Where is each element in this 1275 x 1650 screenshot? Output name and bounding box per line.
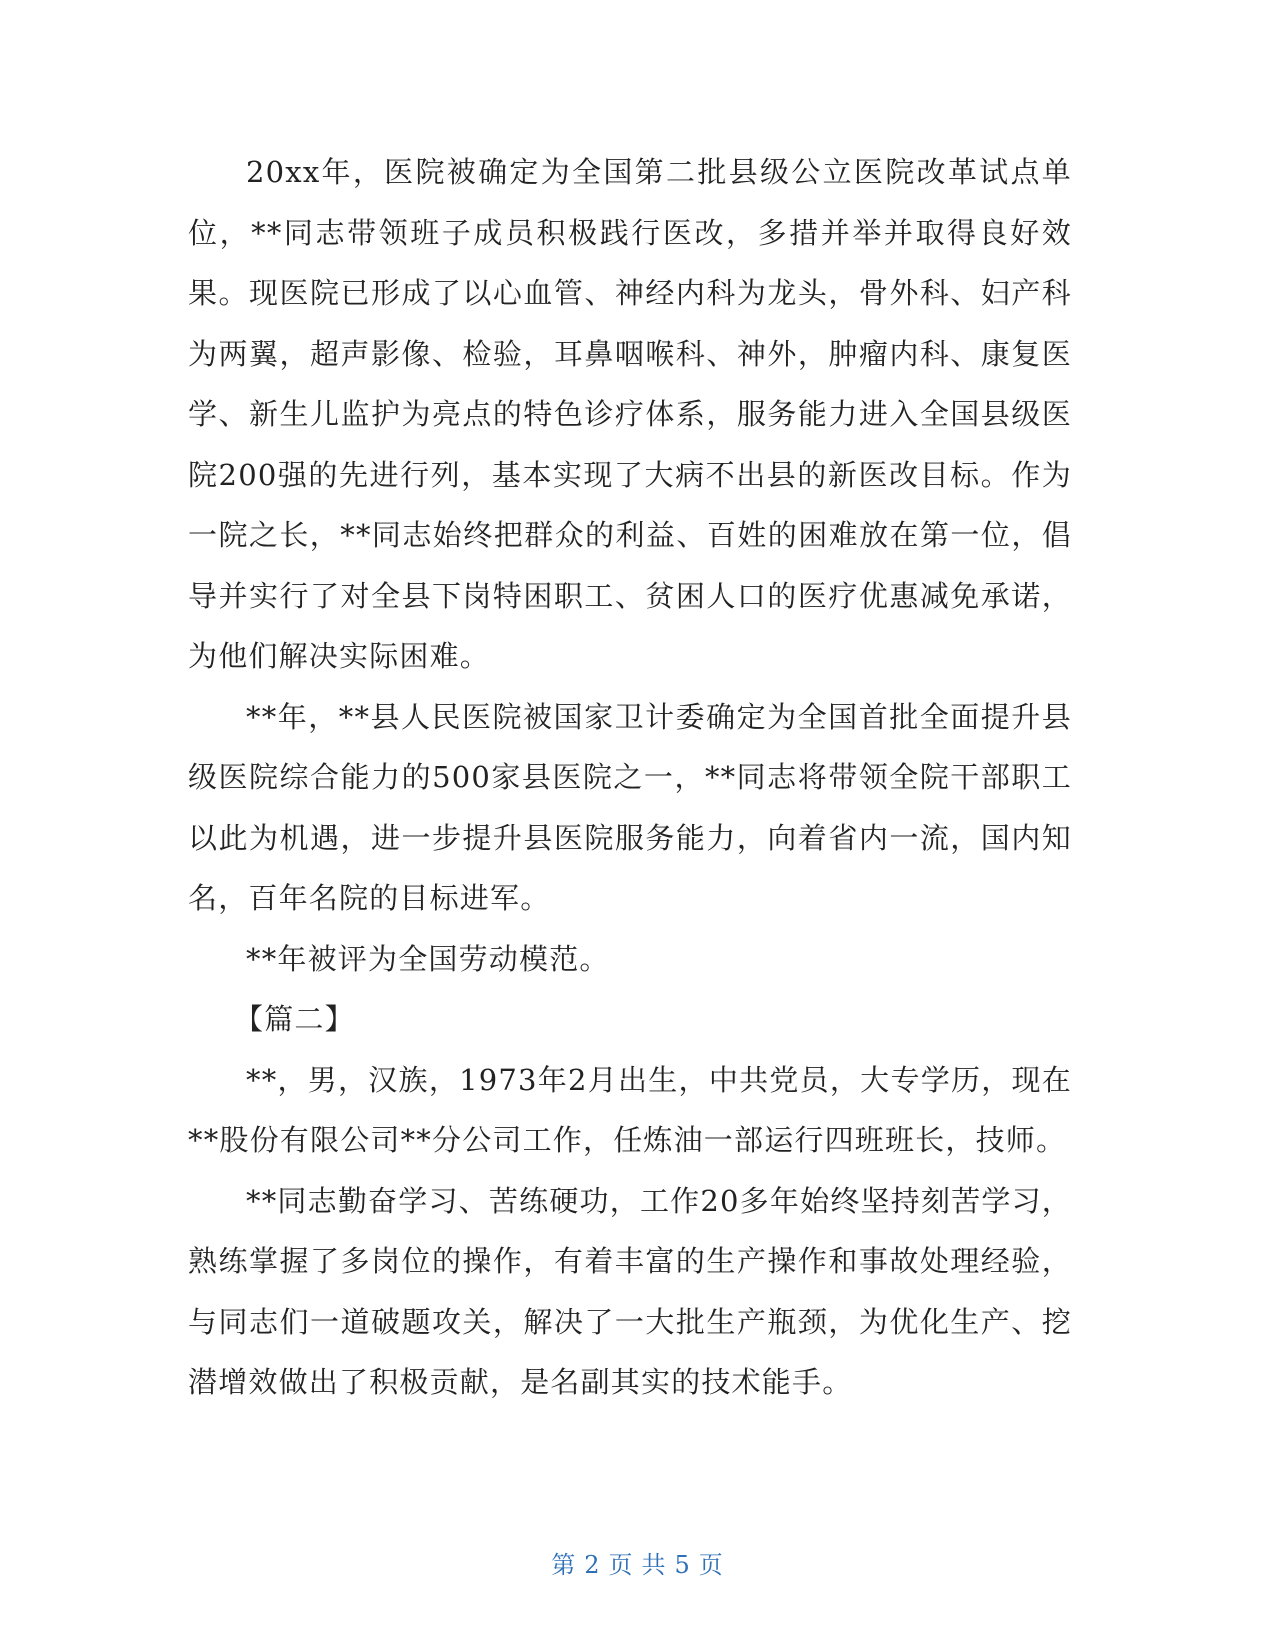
footer-current-page: 2	[584, 1551, 601, 1579]
footer-total-pages: 5	[674, 1551, 691, 1579]
section-heading-part-two: 【篇二】	[234, 1002, 355, 1036]
paragraph-hospital-reform: 20xx年，医院被确定为全国第二批县级公立医院改革试点单位，**同志带领班子成员积极践行医改，多措并举并取得良好效果。现医院已形成了以心血管、神经内科为龙头，骨外科、妇产科为两翼，超声影像、检验，耳鼻咽喉科、神外，肿瘤内科、康复医学、新生儿监护为亮点的特色诊疗体系，服务能力进入全国县级医院200强的先进行列，基本实现了大病不出县的新医改目标。作为一院之长，**同志始终把群众的利益、百姓的困难放在第一位，倡导并实行了对全县下岗特困职工、贫困人口的医疗优惠减免承诺，为他们解决实际困难。	[188, 155, 1072, 673]
footer-prefix: 第	[551, 1551, 577, 1579]
paragraph-technical-expert: **同志勤奋学习、苦练硬功，工作20多年始终坚持刻苦学习，熟练掌握了多岗位的操作，有着丰富的生产操作和事故处理经验，与同志们一道破题攻关，解决了一大批生产瓶颈，为优化生产、挖潜增效做出了积极贡献，是名副其实的技术能手。	[188, 1183, 1072, 1399]
document-body	[188, 142, 1072, 1413]
paragraph-county-hospital: **年，**县人民医院被国家卫计委确定为全国首批全面提升县级医院综合能力的500家县医院之一，**同志将带领全院干部职工以此为机遇，进一步提升县医院服务能力，向着省内一流，国内知名，百年名院的目标进军。	[188, 699, 1072, 915]
paragraph-labor-model: **年被评为全国劳动模范。	[246, 941, 610, 976]
page-footer	[0, 1545, 1275, 1580]
footer-page-word: 页	[608, 1551, 634, 1579]
footer-total-prefix: 共	[641, 1551, 667, 1579]
footer-suffix: 页	[698, 1551, 724, 1579]
paragraph-profile: **，男，汉族，1973年2月出生，中共党员，大专学历，现在**股份有限公司**分公司工作，任炼油一部运行四班班长，技师。	[188, 1062, 1072, 1157]
